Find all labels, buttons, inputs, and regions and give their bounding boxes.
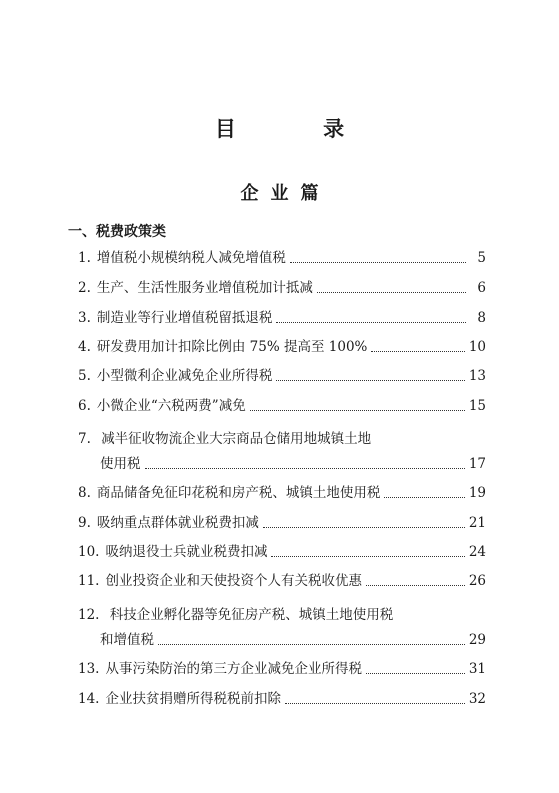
toc-entry-2[interactable] — [78, 278, 486, 298]
entry-number: 2. — [78, 280, 91, 296]
leader-dots — [250, 410, 465, 411]
entry-page: 32 — [468, 691, 486, 707]
leader-dots — [158, 644, 465, 645]
leader-dots — [366, 673, 465, 674]
toc-entry-6[interactable] — [78, 396, 486, 416]
leader-dots — [285, 703, 465, 704]
entry-number: 7. — [78, 431, 91, 447]
entry-text: 研发费用加计扣除比例由 75% 提高至 100% — [96, 339, 368, 355]
entry-number: 9. — [78, 515, 91, 531]
leader-dots — [371, 351, 464, 352]
entry-number: 3. — [78, 310, 91, 326]
entry-page: 31 — [468, 661, 486, 677]
entry-page: 19 — [468, 485, 486, 501]
entry-page: 6 — [477, 280, 486, 296]
entry-page: 8 — [477, 310, 486, 326]
toc-entry-10[interactable] — [78, 542, 486, 562]
leader-dots — [145, 468, 465, 469]
entry-text: 从事污染防治的第三方企业减免企业所得税 — [105, 661, 362, 677]
entry-text: 和增值税 — [100, 632, 154, 648]
entry-page: 21 — [468, 515, 486, 531]
entry-number: 6. — [78, 398, 91, 414]
entry-page: 13 — [468, 368, 486, 384]
toc-entry-9[interactable] — [78, 513, 486, 533]
entry-page: 15 — [468, 398, 486, 414]
entry-text: 小微企业“六税两费”减免 — [96, 398, 246, 414]
entry-text: 生产、生活性服务业增值税加计抵减 — [96, 280, 313, 296]
entry-text: 使用税 — [100, 456, 141, 472]
entry-text-line1: 科技企业孵化器等免征房产税、城镇土地使用税 — [109, 607, 394, 623]
section-heading: 一、税费政策类 — [68, 224, 166, 240]
entry-text: 创业投资企业和天使投资个人有关税收优惠 — [105, 573, 362, 589]
toc-title: 目 录 — [214, 116, 385, 141]
entry-number: 12. — [78, 607, 100, 623]
leader-dots — [271, 556, 464, 557]
entry-number: 14. — [78, 691, 100, 707]
entry-number: 11. — [78, 573, 100, 589]
toc-entry-7[interactable] — [78, 431, 486, 474]
leader-dots — [276, 322, 466, 323]
entry-text: 商品储备免征印花税和房产税、城镇土地使用税 — [96, 485, 381, 501]
entry-number: 5. — [78, 368, 91, 384]
toc-entry-3[interactable] — [78, 308, 486, 328]
entry-number: 8. — [78, 485, 91, 501]
toc-entry-12[interactable] — [78, 607, 486, 650]
toc-subtitle: 企业篇 — [240, 183, 331, 204]
entry-page: 17 — [468, 456, 486, 472]
toc-entry-13[interactable] — [78, 659, 486, 679]
entry-text: 小型微利企业减免企业所得税 — [96, 368, 273, 384]
entry-page: 5 — [477, 250, 486, 266]
toc-entry-14[interactable] — [78, 689, 486, 709]
entry-text: 企业扶贫捐赠所得税税前扣除 — [105, 691, 281, 707]
leader-dots — [263, 527, 465, 528]
entry-number: 4. — [78, 339, 91, 355]
entry-number: 10. — [78, 544, 100, 560]
entry-text: 吸纳重点群体就业税费扣减 — [96, 515, 259, 531]
entry-page: 26 — [468, 573, 486, 589]
entry-number: 1. — [78, 250, 91, 266]
entry-page: 24 — [468, 544, 486, 560]
entry-text: 增值税小规模纳税人减免增值税 — [96, 250, 286, 266]
entry-text: 制造业等行业增值税留抵退税 — [96, 310, 273, 326]
toc-entry-4[interactable] — [78, 337, 486, 357]
leader-dots — [366, 585, 465, 586]
entry-number: 13. — [78, 661, 100, 677]
leader-dots — [317, 292, 466, 293]
entry-text-line1: 减半征收物流企业大宗商品仓储用地城镇土地 — [101, 431, 372, 447]
leader-dots — [276, 380, 464, 381]
toc-entry-11[interactable] — [78, 571, 486, 591]
entry-page: 29 — [468, 632, 486, 648]
leader-dots — [290, 262, 466, 263]
toc-entry-8[interactable] — [78, 483, 486, 503]
toc-entry-1[interactable] — [78, 248, 486, 268]
entry-text: 吸纳退役士兵就业税费扣减 — [105, 544, 268, 560]
entry-page: 10 — [468, 339, 486, 355]
leader-dots — [384, 497, 464, 498]
toc-entry-5[interactable] — [78, 366, 486, 386]
